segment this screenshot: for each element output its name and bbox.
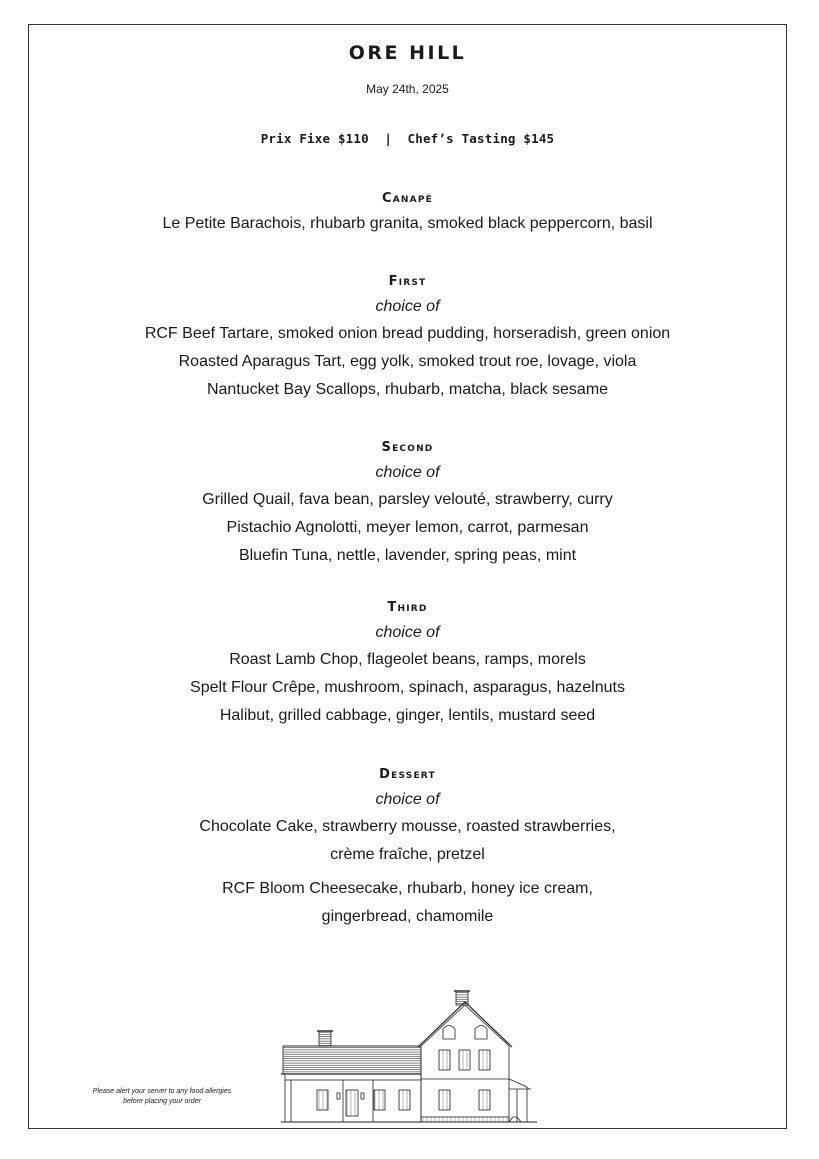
dish-item: RCF Bloom Cheesecake, rhubarb, honey ice cream, <box>222 880 593 897</box>
dish-item: Bluefin Tuna, nettle, lavender, spring peas, mint <box>238 547 577 564</box>
dish-item: Roast Lamb Chop, flageolet beans, ramps, morels <box>229 651 586 668</box>
allergy-note-line: Please alert your server to any food allergies <box>92 1088 232 1095</box>
section-canape <box>29 188 786 238</box>
section-title: Dessert <box>379 767 436 782</box>
section-title: First <box>388 274 427 289</box>
dish-item: Grilled Quail, fava bean, parsley velouté, strawberry, curry <box>202 491 613 508</box>
section-first <box>29 271 786 404</box>
dish-item: Pistachio Agnolotti, meyer lemon, carrot, parmesan <box>226 519 589 536</box>
menu-date: May 24th, 2025 <box>366 82 449 96</box>
dish-item: Spelt Flour Crêpe, mushroom, spinach, asparagus, hazelnuts <box>190 679 625 696</box>
menu-page <box>28 24 787 1129</box>
section-title: Third <box>387 600 428 615</box>
allergy-note-line: before placing your order <box>123 1098 201 1105</box>
pricing-line: Prix Fixe $110 | Chef’s Tasting $145 <box>260 131 555 146</box>
section-title: Second <box>381 440 434 455</box>
section-title: Canapé <box>382 191 433 206</box>
section-dessert <box>29 764 786 931</box>
dish-item: gingerbread, chamomile <box>321 908 494 925</box>
allergy-note <box>67 1087 257 1107</box>
section-second <box>29 437 786 570</box>
farmhouse-illustration <box>281 989 537 1129</box>
choice-of-label: choice of <box>375 464 440 481</box>
choice-of-label: choice of <box>375 791 440 808</box>
dish-item: Le Petite Barachois, rhubarb granita, smoked black peppercorn, basil <box>162 215 653 232</box>
dish-item: Roasted Aparagus Tart, egg yolk, smoked trout roe, lovage, viola <box>178 353 637 370</box>
dish-item: RCF Beef Tartare, smoked onion bread pudding, horseradish, green onion <box>144 325 671 342</box>
dish-item: Chocolate Cake, strawberry mousse, roasted strawberries, <box>199 818 616 835</box>
section-third <box>29 597 786 730</box>
choice-of-label: choice of <box>375 298 440 315</box>
choice-of-label: choice of <box>375 624 440 641</box>
dish-item: Nantucket Bay Scallops, rhubarb, matcha, black sesame <box>206 381 609 398</box>
dish-item: Halibut, grilled cabbage, ginger, lentils, mustard seed <box>219 707 596 724</box>
dish-item: crème fraîche, pretzel <box>330 846 485 863</box>
restaurant-name: ORE HILL <box>348 42 467 64</box>
